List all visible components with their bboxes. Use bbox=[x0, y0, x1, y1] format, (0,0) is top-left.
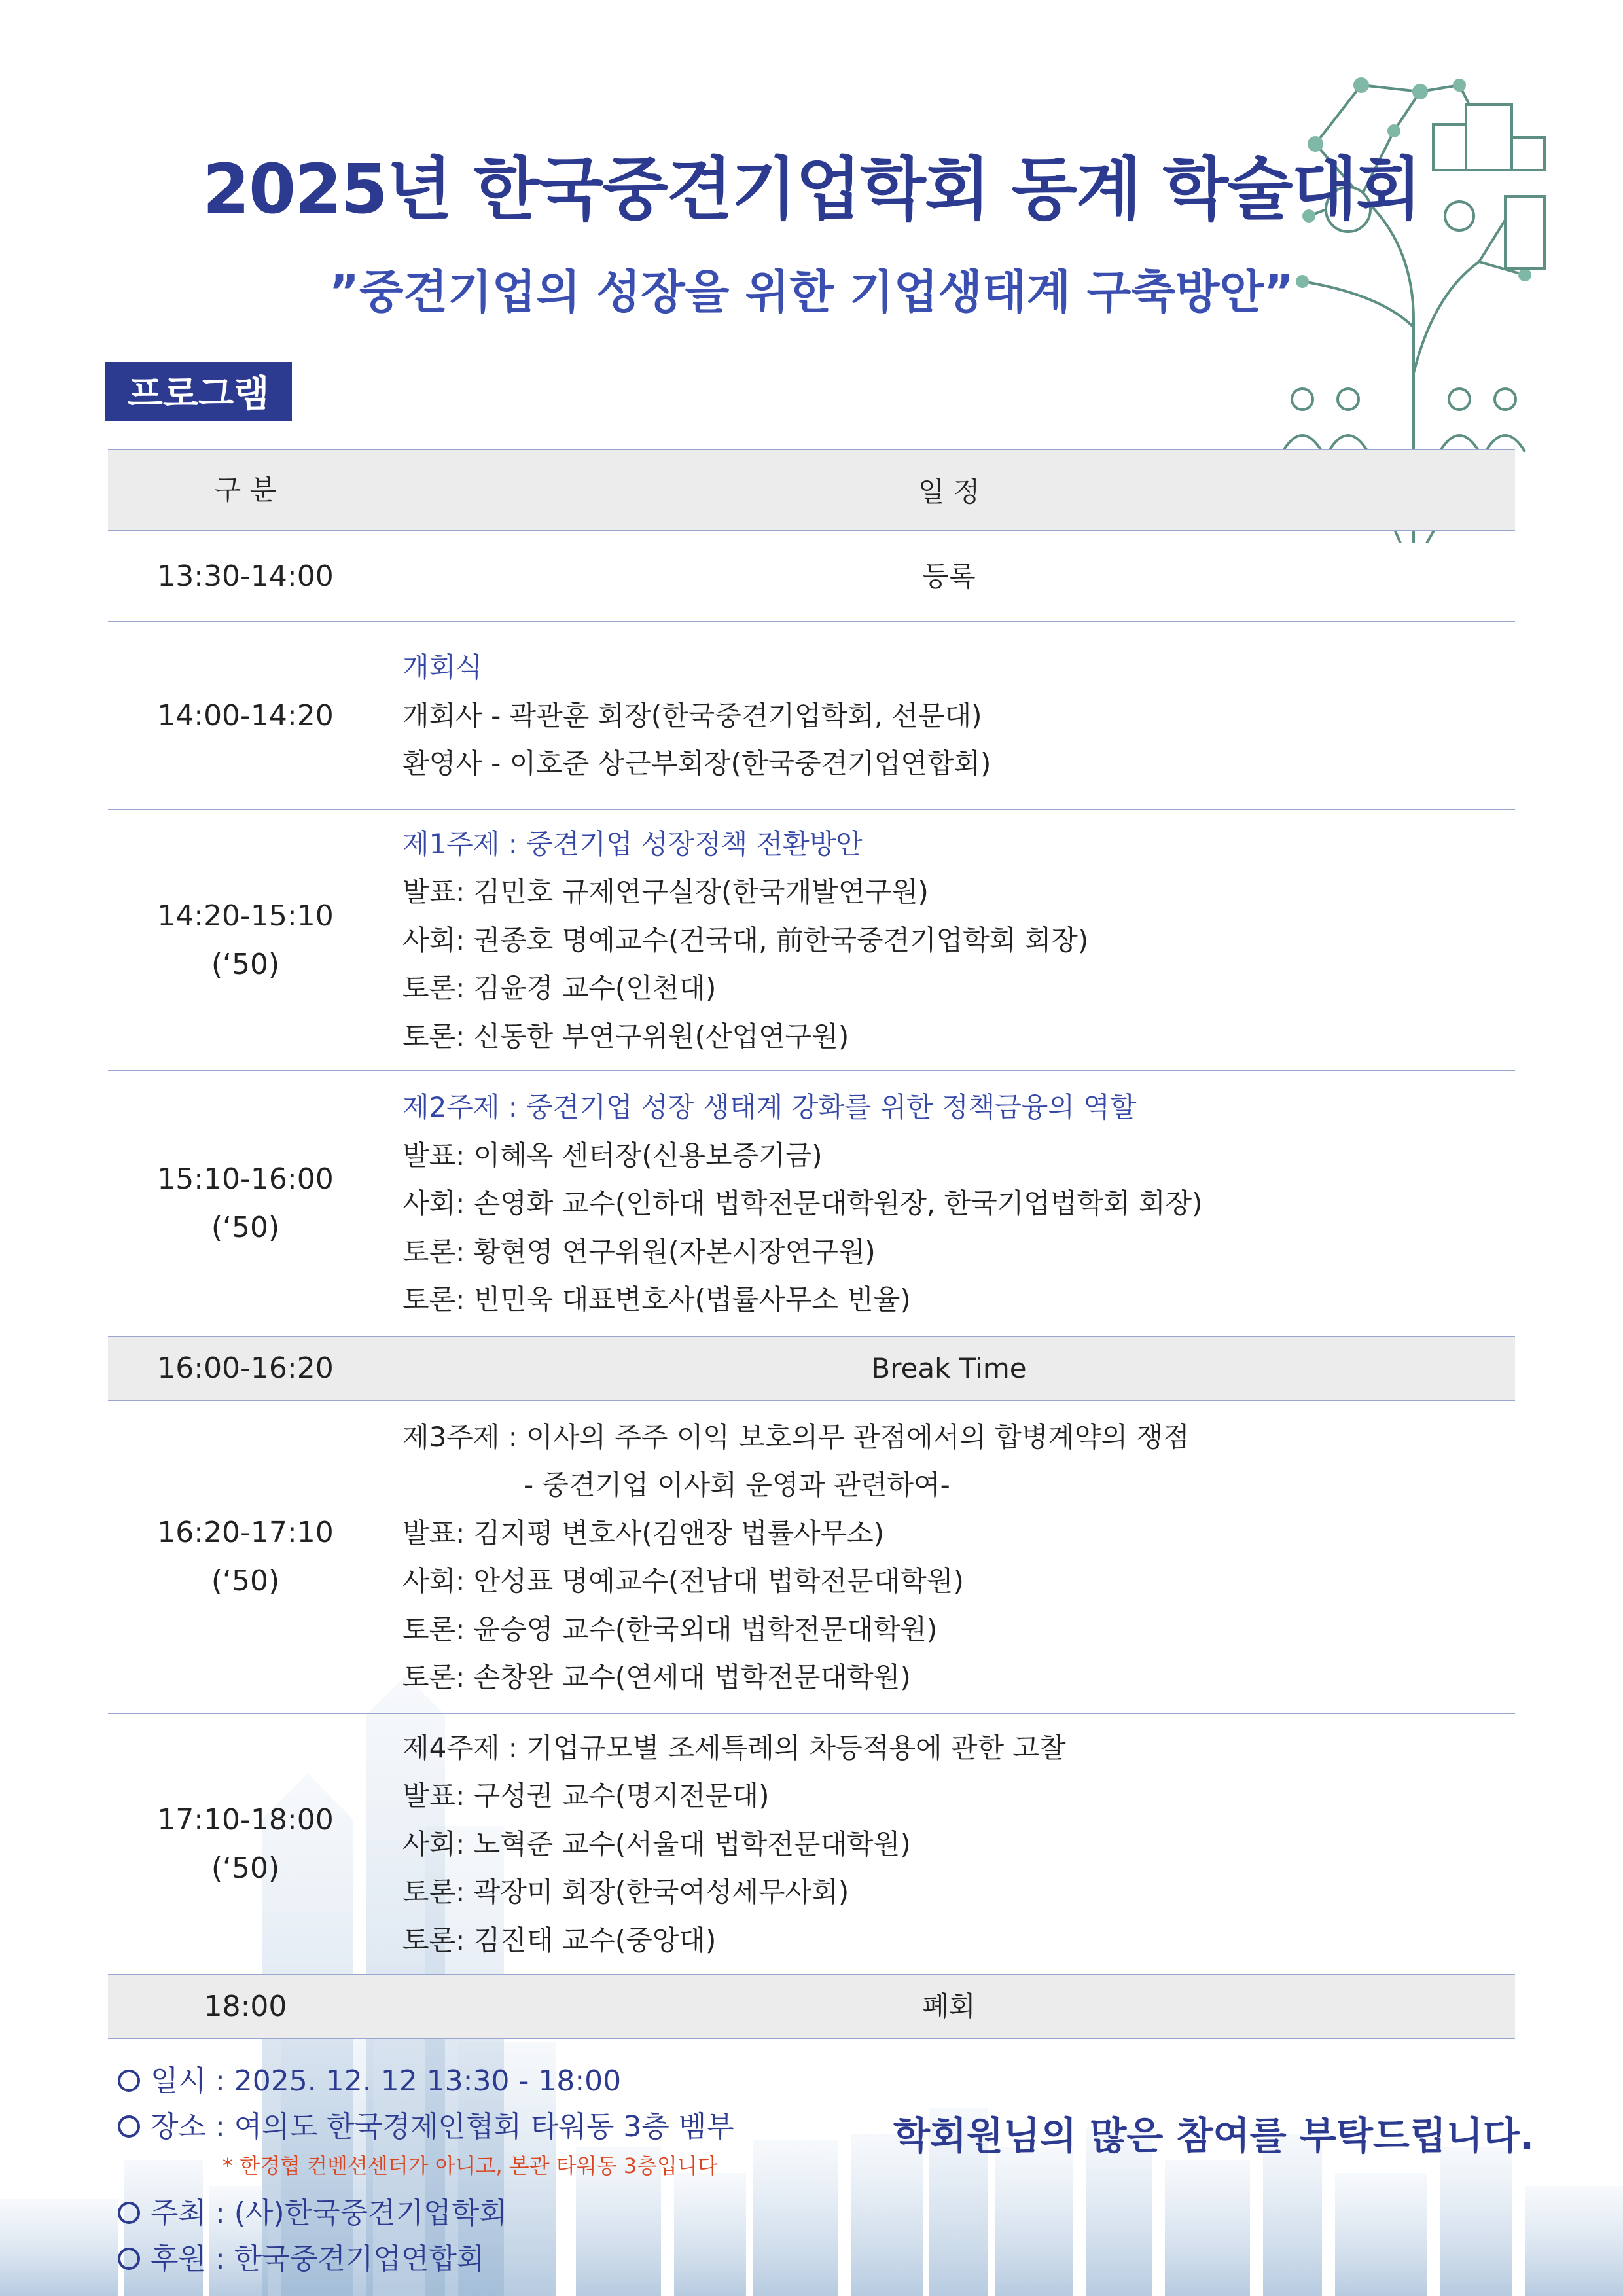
event-place bbox=[118, 2103, 734, 2145]
event-date bbox=[118, 2057, 621, 2099]
time-range: 18:00 bbox=[204, 1990, 287, 2023]
time-range: 14:00-14:20 bbox=[157, 698, 334, 732]
session-detail: 사회: 권종호 명예교수(건국대, 前한국중견기업학회 회장) bbox=[402, 924, 1089, 956]
time-range: 13:30-14:00 bbox=[157, 559, 334, 593]
session-detail: 토론: 빈민욱 대표변호사(법률사무소 빈율) bbox=[402, 1283, 911, 1316]
duration-label: (‘50) bbox=[211, 1564, 280, 1598]
time-cell bbox=[108, 1337, 383, 1400]
table-row bbox=[108, 622, 1515, 810]
session-detail: 발표: 김지평 변호사(김앤장 법률사무소) bbox=[402, 1516, 885, 1549]
session-detail: 개회사 - 곽관훈 회장(한국중견기업학회, 선문대) bbox=[402, 699, 982, 732]
bullet-circle-icon bbox=[118, 2202, 140, 2224]
event-host-text: 주최 : (사)한국중견기업학회 bbox=[151, 2197, 507, 2230]
duration-label: (‘50) bbox=[211, 947, 280, 981]
event-sponsor bbox=[118, 2235, 484, 2277]
table-row bbox=[108, 1071, 1515, 1337]
bullet-circle-icon bbox=[118, 2248, 140, 2270]
table-row bbox=[108, 1975, 1515, 2039]
schedule-cell bbox=[383, 622, 1515, 809]
program-section-badge: 프로그램 bbox=[105, 362, 292, 421]
venue-note: * 한경협 컨벤션센터가 아니고, 본관 타워동 3층입니다 bbox=[223, 2153, 718, 2178]
event-title: 2025년 한국중견기업학회 동계 학술대회 bbox=[202, 149, 1421, 229]
table-row bbox=[108, 1337, 1515, 1401]
schedule-item: Break Time bbox=[871, 1352, 1027, 1385]
time-cell bbox=[108, 1975, 383, 2038]
schedule-rows bbox=[108, 531, 1515, 2039]
session-detail: 제4주제 : 기업규모별 조세특례의 차등적용에 관한 고찰 bbox=[402, 1731, 1066, 1764]
closing-message: 학회원님의 많은 참여를 부탁드립니다. bbox=[893, 2113, 1535, 2158]
time-range: 15:10-16:00 bbox=[157, 1162, 334, 1196]
session-detail: 사회: 안성표 명예교수(전남대 법학전문대학원) bbox=[402, 1565, 964, 1597]
session-detail: 토론: 윤승영 교수(한국외대 법학전문대학원) bbox=[402, 1613, 938, 1645]
bullet-circle-icon bbox=[118, 2070, 140, 2092]
schedule-cell bbox=[383, 810, 1515, 1070]
bullet-circle-icon bbox=[118, 2115, 140, 2138]
session-detail: 토론: 손창완 교수(연세대 법학전문대학원) bbox=[402, 1661, 911, 1693]
session-detail: 발표: 구성권 교수(명지전문대) bbox=[402, 1780, 770, 1812]
duration-label: (‘50) bbox=[211, 1851, 280, 1885]
schedule-cell bbox=[383, 531, 1515, 621]
schedule-table bbox=[108, 449, 1515, 2039]
table-row bbox=[108, 1401, 1515, 1714]
session-detail: 토론: 김진태 교수(중앙대) bbox=[402, 1924, 717, 1956]
schedule-item: 등록 bbox=[922, 560, 976, 592]
schedule-cell bbox=[383, 1975, 1515, 2038]
session-detail: 토론: 김윤경 교수(인천대) bbox=[402, 972, 717, 1005]
session-topic: 제1주제 : 중견기업 성장정책 전환방안 bbox=[402, 827, 863, 860]
event-sponsor-text: 후원 : 한국중견기업연합회 bbox=[151, 2242, 485, 2276]
table-header-row bbox=[108, 449, 1515, 531]
time-range: 14:20-15:10 bbox=[157, 899, 334, 933]
session-detail: 환영사 - 이호준 상근부회장(한국중견기업연합회) bbox=[402, 747, 991, 780]
time-cell bbox=[108, 810, 383, 1070]
time-cell bbox=[108, 1714, 383, 1974]
session-detail: 사회: 노혁준 교수(서울대 법학전문대학원) bbox=[402, 1827, 911, 1860]
time-cell bbox=[108, 1401, 383, 1713]
time-cell bbox=[108, 531, 383, 621]
session-topic: 제2주제 : 중견기업 성장 생태계 강화를 위한 정책금융의 역할 bbox=[402, 1091, 1137, 1124]
schedule-cell bbox=[383, 1714, 1515, 1974]
time-cell bbox=[108, 622, 383, 809]
event-subtitle: ”중견기업의 성장을 위한 기업생태계 구축방안” bbox=[329, 265, 1294, 319]
session-detail: 발표: 김민호 규제연구실장(한국개발연구원) bbox=[402, 876, 929, 908]
event-host bbox=[118, 2189, 507, 2231]
time-cell bbox=[108, 1071, 383, 1336]
time-range: 17:10-18:00 bbox=[157, 1803, 334, 1837]
table-row bbox=[108, 810, 1515, 1071]
session-detail: - 중견기업 이사회 운영과 관련하여- bbox=[524, 1469, 950, 1501]
session-detail: 발표: 이혜옥 센터장(신용보증기금) bbox=[402, 1139, 823, 1172]
header-schedule-label: 일 정 bbox=[918, 476, 980, 508]
time-range: 16:00-16:20 bbox=[157, 1352, 334, 1385]
session-detail: 토론: 곽장미 회장(한국여성세무사회) bbox=[402, 1876, 849, 1909]
duration-label: (‘50) bbox=[211, 1211, 280, 1244]
session-detail: 토론: 신동한 부연구위원(산업연구원) bbox=[402, 1020, 849, 1052]
table-row bbox=[108, 531, 1515, 622]
schedule-item: 폐회 bbox=[922, 1990, 976, 2023]
session-detail: 제3주제 : 이사의 주주 이익 보호의무 관점에서의 합병계약의 쟁점 bbox=[402, 1420, 1190, 1453]
time-range: 16:20-17:10 bbox=[157, 1516, 334, 1549]
header-time-label: 구 분 bbox=[214, 474, 277, 506]
event-date-text: 일시 : 2025. 12. 12 13:30 - 18:00 bbox=[151, 2064, 622, 2098]
schedule-cell bbox=[383, 1401, 1515, 1713]
event-place-text: 장소 : 여의도 한국경제인협회 타워동 3층 벰부 bbox=[151, 2110, 734, 2144]
session-topic: 개회식 bbox=[402, 651, 482, 684]
session-detail: 사회: 손영화 교수(인하대 법학전문대학원장, 한국기업법학회 회장) bbox=[402, 1187, 1203, 1220]
table-row bbox=[108, 1714, 1515, 1975]
schedule-cell bbox=[383, 1337, 1515, 1400]
session-detail: 토론: 황현영 연구위원(자본시장연구원) bbox=[402, 1235, 876, 1268]
schedule-cell bbox=[383, 1071, 1515, 1336]
